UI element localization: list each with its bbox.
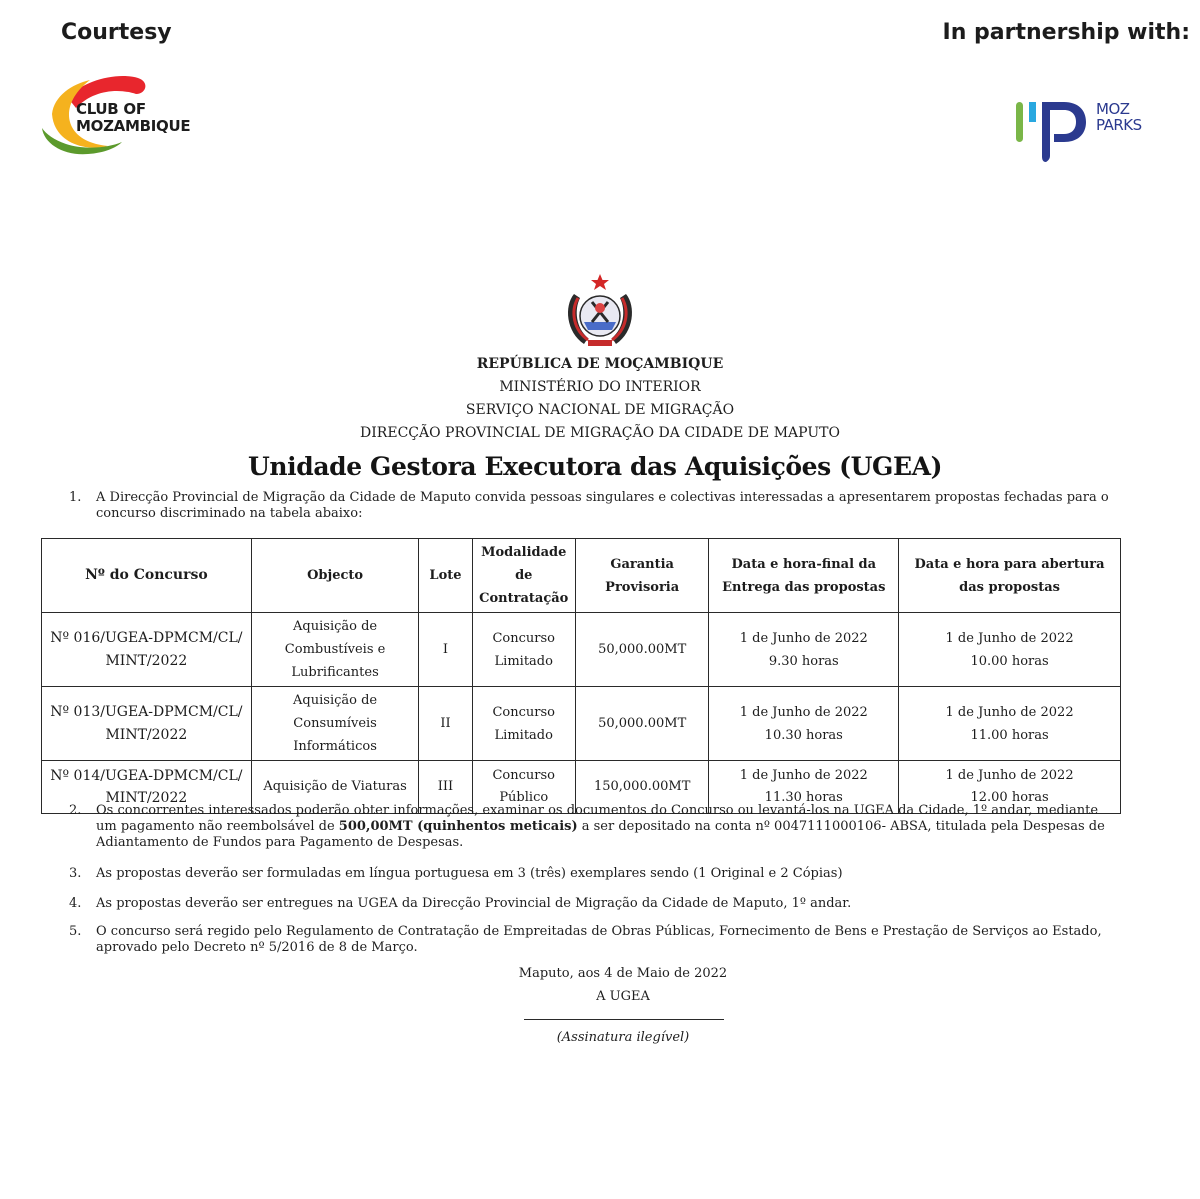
cell-abertura xyxy=(899,613,1121,687)
moz-parks-mark-icon xyxy=(1012,98,1096,164)
tender-table xyxy=(41,538,1121,814)
header-entrega: Data e hora-final da Entrega das propostas xyxy=(709,539,899,613)
entrega-time: 11.30 horas xyxy=(764,790,843,805)
table-row xyxy=(42,687,1121,761)
abertura-time: 12.00 horas xyxy=(970,790,1049,805)
cell-garantia: 50,000.00MT xyxy=(575,687,708,761)
cell-garantia: 50,000.00MT xyxy=(575,613,708,687)
header-modalidade: Modalidade de Contratação xyxy=(472,539,575,613)
partner-label: In partnership with: xyxy=(942,20,1190,45)
header-lote: Lote xyxy=(419,539,472,613)
header-concurso: Nº do Concurso xyxy=(42,539,252,613)
service-heading: SERVIÇO NACIONAL DE MIGRAÇÃO xyxy=(465,402,735,418)
paragraph-number: 5. xyxy=(69,924,82,939)
courtesy-label: Courtesy xyxy=(61,20,172,45)
entrega-time: 9.30 horas xyxy=(768,653,839,669)
paragraph-text: As propostas deverão ser formuladas em língua portuguesa em 3 (três) exemplares sendo (1 Original e 2 Cópias) xyxy=(96,866,843,881)
cell-entrega xyxy=(709,613,899,687)
table-header-row xyxy=(42,539,1121,613)
republic-heading: REPÚBLICA DE MOÇAMBIQUE xyxy=(476,356,724,372)
club-logo-line1: CLUB OF xyxy=(76,100,146,118)
cell-lote: III xyxy=(419,761,472,814)
entrega-date: 1 de Junho de 2022 xyxy=(739,704,868,720)
directorate-heading: DIRECÇÃO PROVINCIAL DE MIGRAÇÃO DA CIDADE DE MAPUTO xyxy=(360,425,840,441)
paragraph-text: As propostas deverão ser entregues na UGEA da Direcção Provincial de Migração da Cidade de Maputo, 1º andar. xyxy=(96,896,852,911)
paragraph-number: 3. xyxy=(69,866,82,881)
cell-lote: I xyxy=(419,613,472,687)
table-row xyxy=(42,613,1121,687)
ministry-heading: MINISTÉRIO DO INTERIOR xyxy=(499,379,701,395)
abertura-date: 1 de Junho de 2022 xyxy=(945,768,1074,783)
abertura-date: 1 de Junho de 2022 xyxy=(945,704,1074,720)
paragraph-number: 2. xyxy=(69,803,82,818)
paragraph-number: 1. xyxy=(69,490,82,505)
cell-objecto: Aquisição de Viaturas xyxy=(251,761,419,814)
signature-place-date: Maputo, aos 4 de Maio de 2022 xyxy=(518,966,728,981)
cell-objecto: Aquisição de Consumíveis Informáticos xyxy=(251,687,419,761)
signature-note: (Assinatura ilegível) xyxy=(556,1030,690,1045)
cell-modalidade: Concurso Limitado xyxy=(472,687,575,761)
paragraph-number: 4. xyxy=(69,896,82,911)
club-logo-line2: MOZAMBIQUE xyxy=(76,117,191,135)
entrega-date: 1 de Junho de 2022 xyxy=(739,630,868,646)
cell-concurso: Nº 013/UGEA-DPMCM/CL/ MINT/2022 xyxy=(42,687,252,761)
entrega-time: 10.30 horas xyxy=(764,727,843,743)
cell-entrega xyxy=(709,687,899,761)
cell-garantia: 150,000.00MT xyxy=(575,761,708,814)
payment-amount: 500,00MT (quinhentos meticais) xyxy=(338,819,578,834)
document-title: Unidade Gestora Executora das Aquisições (UGEA) xyxy=(247,452,943,481)
signature-line xyxy=(524,1019,724,1020)
paragraph-text: A Direcção Provincial de Migração da Cidade de Maputo convida pessoas singulares e colectivas interessadas a apresentarem propostas fechadas para o concurso discriminado na tabela abaixo: xyxy=(96,490,1109,521)
cell-concurso: Nº 014/UGEA-DPMCM/CL/ MINT/2022 xyxy=(42,761,252,814)
paragraph-4 xyxy=(69,896,1096,912)
cell-abertura xyxy=(899,687,1121,761)
moz-parks-line1: MOZ xyxy=(1096,100,1130,118)
paragraph-3 xyxy=(69,866,1096,882)
abertura-date: 1 de Junho de 2022 xyxy=(945,630,1074,646)
signature-org: A UGEA xyxy=(596,989,650,1004)
header-garantia: Garantia Provisoria xyxy=(575,539,708,613)
paragraph-text: O concurso será regido pelo Regulamento de Contratação de Empreitadas de Obras Públicas, Fornecimento de Bens e Prestação de Serviços ao Estado, aprovado pelo Decreto nº 5/2016 de 8 de Março. xyxy=(96,924,1102,955)
header-abertura: Data e hora para abertura das propostas xyxy=(899,539,1121,613)
paragraph-5 xyxy=(69,924,1106,956)
club-of-mozambique-logo xyxy=(38,70,218,160)
coat-of-arms-emblem-icon xyxy=(560,272,640,354)
paragraph-2 xyxy=(69,803,1106,851)
paragraph-text: Os concorrentes interessados poderão obter informações, examinar os documentos do Concurso ou levantá-los na UGEA da Cidade, 1º andar, mediante um pagamento não reembolsável de xyxy=(96,803,1099,834)
moz-parks-line2: PARKS xyxy=(1096,116,1142,134)
entrega-date: 1 de Junho de 2022 xyxy=(739,768,868,783)
abertura-time: 11.00 horas xyxy=(970,727,1049,743)
cell-modalidade: Concurso Público xyxy=(472,761,575,814)
paragraph-text: a ser depositado na conta nº 0047111000106- ABSA, titulada pela Despesas de Adiantamento de Fundos para Pagamento de Despesas. xyxy=(96,819,1105,850)
abertura-time: 10.00 horas xyxy=(970,653,1049,669)
header-objecto: Objecto xyxy=(251,539,419,613)
cell-objecto: Aquisição de Combustíveis e Lubrificantes xyxy=(251,613,419,687)
paragraph-1 xyxy=(69,490,1136,522)
moz-parks-logo xyxy=(1012,98,1162,164)
cell-concurso: Nº 016/UGEA-DPMCM/CL/ MINT/2022 xyxy=(42,613,252,687)
cell-modalidade: Concurso Limitado xyxy=(472,613,575,687)
cell-lote: II xyxy=(419,687,472,761)
